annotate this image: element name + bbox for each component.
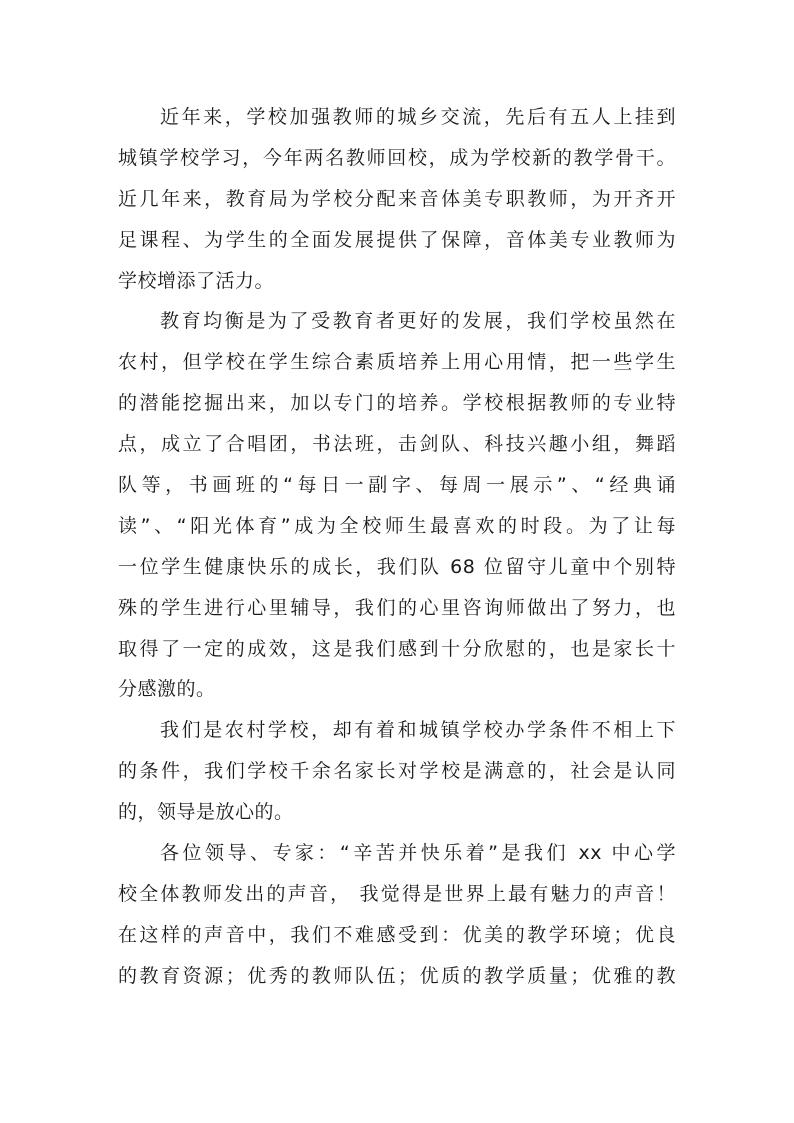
paragraph-line: 点，成立了合唱团，书法班，击剑队、科技兴趣小组，舞蹈	[118, 433, 676, 456]
paragraph-line: 的潜能挖掘出来，加以专门的培养。学校根据教师的专业特	[118, 392, 676, 415]
paragraph-line: 农村，但学校在学生综合素质培养上用心用情，把一些学生	[118, 351, 676, 374]
paragraph-line: 取得了一定的成效，这是我们感到十分欣慰的，也是家长十	[118, 637, 676, 660]
paragraph-line: 队等，书画班的“每日一副字、每周一展示”、“经典诵	[118, 474, 676, 497]
paragraph-line: 读”、“阳光体育”成为全校师生最喜欢的时段。为了让每	[118, 514, 676, 537]
paragraph-line: 教育均衡是为了受教育者更好的发展，我们学校虽然在	[160, 310, 676, 333]
paragraph-line: 的教育资源；优秀的教师队伍；优质的教学质量；优雅的教	[118, 964, 676, 987]
paragraph-line: 在这样的声音中，我们不难感受到：优美的教学环境；优良	[118, 923, 676, 946]
paragraph-line: 各位领导、专家：“辛苦并快乐着”是我们 xx 中心学	[160, 842, 676, 865]
body-text	[118, 97, 676, 997]
paragraph-line: 城镇学校学习，今年两名教师回校，成为学校新的教学骨干。	[118, 146, 676, 169]
paragraph-line: 学校增添了活力。	[118, 269, 275, 292]
paragraph-line: 分感激的。	[118, 678, 216, 701]
paragraph-line: 殊的学生进行心里辅导，我们的心里咨询师做出了努力，也	[118, 596, 676, 619]
paragraph-line: 近几年来，教育局为学校分配来音体美专职教师，为开齐开	[118, 187, 676, 210]
paragraph-line: 足课程、为学生的全面发展提供了保障，音体美专业教师为	[118, 228, 676, 251]
paragraph-line: 一位学生健康快乐的成长，我们队 68 位留守儿童中个别特	[118, 555, 676, 578]
paragraph-line: 的条件，我们学校千余名家长对学校是满意的，社会是认同	[118, 760, 676, 783]
paragraph-line: 近年来，学校加强教师的城乡交流，先后有五人上挂到	[160, 106, 676, 128]
paragraph-line: 的，领导是放心的。	[118, 801, 294, 824]
paragraph-line: 我们是农村学校，却有着和城镇学校办学条件不相上下	[160, 719, 676, 742]
paragraph-line: 校全体教师发出的声音， 我觉得是世界上最有魅力的声音！	[118, 882, 676, 905]
